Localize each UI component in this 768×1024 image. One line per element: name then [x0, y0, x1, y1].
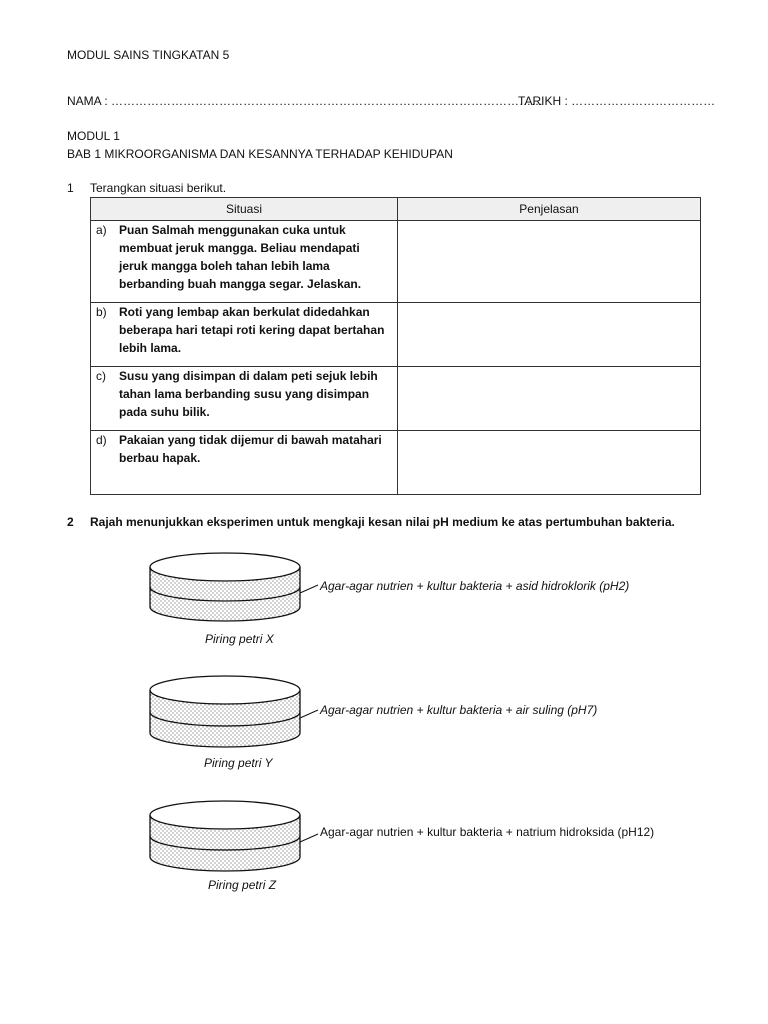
dish-z-contents-label: Agar-agar nutrien + kultur bakteria + natrium hidroksida (pH12) — [320, 825, 655, 839]
row-label: c) — [96, 369, 106, 383]
nama-field: NAMA : ……………………………………………………………………………………………… — [67, 94, 544, 108]
petri-dish-y — [150, 676, 318, 747]
petri-dish-x — [150, 553, 318, 621]
row-label: b) — [96, 305, 107, 319]
row-label: a) — [96, 223, 107, 237]
dish-y-caption: Piring petri Y — [204, 756, 273, 770]
dish-y-contents-label: Agar-agar nutrien + kultur bakteria + air suling (pH7) — [320, 703, 598, 717]
situation-text: Susu yang disimpan di dalam peti sejuk lebih tahan lama berbanding susu yang disimpan pada suhu bilik. — [119, 369, 378, 419]
question-2-prompt: Rajah menunjukkan eksperimen untuk mengkaji kesan nilai pH medium ke atas pertumbuhan bakteria. — [90, 515, 675, 529]
situation-text: Roti yang lembap akan berkulat didedahkan beberapa hari tetapi roti kering dapat bertahan lebih lama. — [119, 305, 385, 355]
dish-z-caption: Piring petri Z — [208, 878, 277, 892]
tarikh-field: TARIKH : ……………………………… — [518, 94, 716, 108]
dish-x-contents-label: Agar-agar nutrien + kultur bakteria + asid hidroklorik (pH2) — [320, 579, 630, 593]
column-header-situasi: Situasi — [91, 198, 398, 221]
column-header-penjelasan: Penjelasan — [398, 198, 701, 221]
row-label: d) — [96, 433, 107, 447]
question-1-number: 1 — [67, 181, 74, 195]
bab-heading: BAB 1 MIKROORGANISMA DAN KESANNYA TERHADAP KEHIDUPAN — [67, 147, 453, 161]
module-title: MODUL SAINS TINGKATAN 5 — [67, 48, 230, 62]
dish-x-caption: Piring petri X — [205, 632, 274, 646]
modul-heading: MODUL 1 — [67, 129, 120, 143]
situation-text: Pakaian yang tidak dijemur di bawah matahari berbau hapak. — [119, 433, 382, 465]
situation-text: Puan Salmah menggunakan cuka untuk membuat jeruk mangga. Beliau mendapati jeruk mangga boleh tahan lebih lama berbanding buah mangga segar. Jelaskan. — [119, 223, 362, 291]
question-2-number: 2 — [67, 515, 74, 529]
petri-dish-z — [150, 801, 318, 871]
question-1-prompt: Terangkan situasi berikut. — [90, 181, 227, 195]
